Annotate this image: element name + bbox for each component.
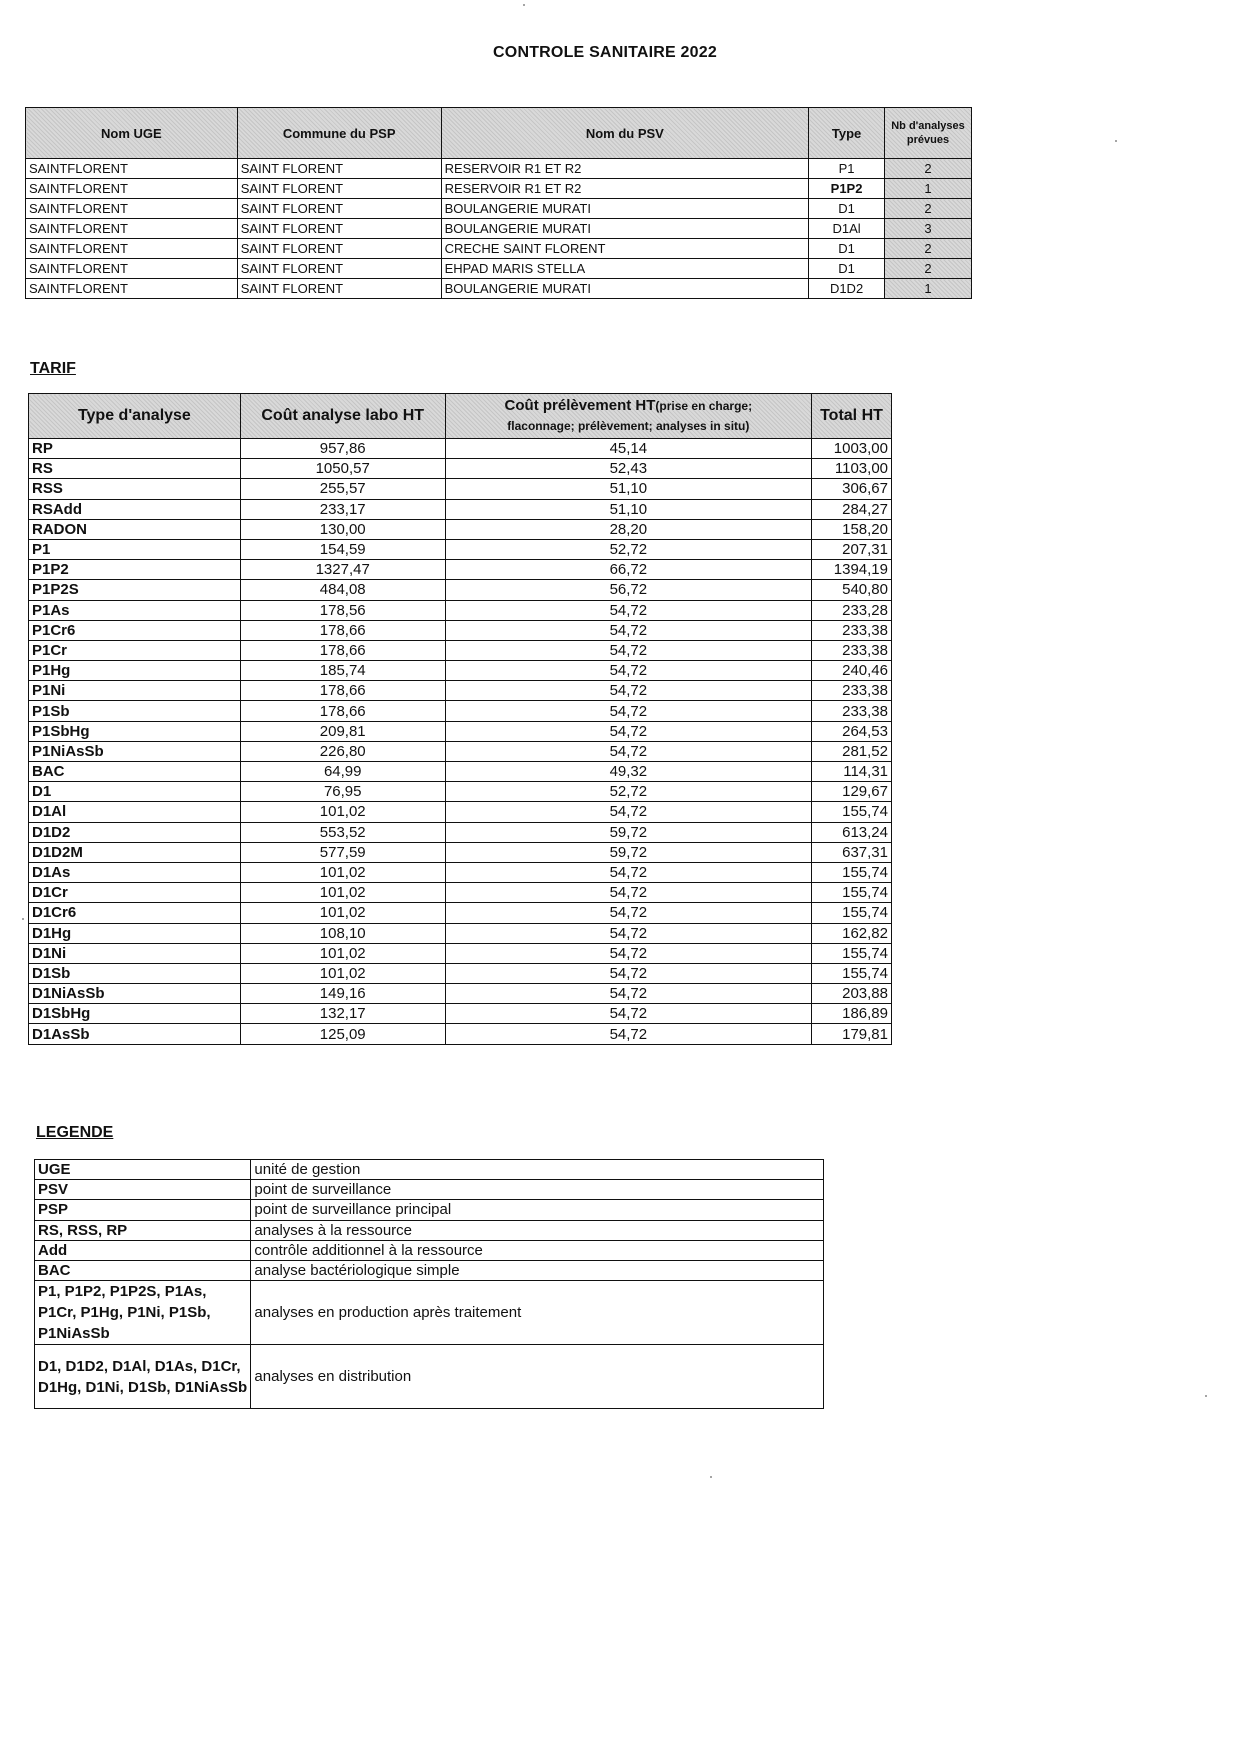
cell-commune-psp: SAINT FLORENT	[237, 159, 441, 179]
cell-type-analyse: RADON	[29, 519, 241, 539]
tarif-header-row	[29, 394, 892, 439]
legend-description: analyses en production après traitement	[251, 1281, 824, 1345]
scan-speck	[523, 4, 525, 6]
cell-commune-psp: SAINT FLORENT	[237, 179, 441, 199]
cell-total-ht: 114,31	[812, 762, 892, 782]
tarif-row	[29, 963, 892, 983]
cell-cout-labo: 484,08	[240, 580, 445, 600]
cell-total-ht: 240,46	[812, 661, 892, 681]
cell-total-ht: 162,82	[812, 923, 892, 943]
tarif-row	[29, 782, 892, 802]
cell-nom-psv: RESERVOIR R1 ET R2	[441, 159, 809, 179]
legend-row	[35, 1160, 824, 1180]
tarif-row	[29, 943, 892, 963]
legend-row	[35, 1220, 824, 1240]
tarif-row	[29, 519, 892, 539]
cell-nb-analyses: 2	[885, 159, 972, 179]
cell-type-analyse: D1D2	[29, 822, 241, 842]
tarif-row	[29, 560, 892, 580]
planning-row	[26, 159, 972, 179]
cell-cout-labo: 178,56	[240, 600, 445, 620]
cell-commune-psp: SAINT FLORENT	[237, 239, 441, 259]
cell-nom-psv: EHPAD MARIS STELLA	[441, 259, 809, 279]
cell-cout-labo: 185,74	[240, 661, 445, 681]
cell-total-ht: 203,88	[812, 984, 892, 1004]
tarif-row	[29, 741, 892, 761]
cell-cout-labo: 101,02	[240, 802, 445, 822]
cell-total-ht: 179,81	[812, 1024, 892, 1044]
cell-nb-analyses: 1	[885, 179, 972, 199]
header-total-ht: Total HT	[812, 394, 892, 439]
cell-cout-prelevement: 54,72	[445, 802, 811, 822]
tarif-row	[29, 984, 892, 1004]
cell-cout-labo: 101,02	[240, 963, 445, 983]
cell-total-ht: 233,38	[812, 620, 892, 640]
tarif-row	[29, 883, 892, 903]
cell-nb-analyses: 3	[885, 219, 972, 239]
tarif-row	[29, 721, 892, 741]
cell-type: D1	[809, 239, 885, 259]
cell-cout-prelevement: 56,72	[445, 580, 811, 600]
planning-header-row	[26, 108, 972, 159]
cell-cout-prelevement: 54,72	[445, 721, 811, 741]
cell-cout-labo: 64,99	[240, 762, 445, 782]
cell-type-analyse: D1D2M	[29, 842, 241, 862]
tarif-row	[29, 903, 892, 923]
cell-total-ht: 155,74	[812, 802, 892, 822]
cell-type-analyse: P1Hg	[29, 661, 241, 681]
cell-nom-psv: BOULANGERIE MURATI	[441, 279, 809, 299]
planning-row	[26, 199, 972, 219]
cell-cout-labo: 76,95	[240, 782, 445, 802]
cell-cout-prelevement: 54,72	[445, 600, 811, 620]
cell-type: P1P2	[809, 179, 885, 199]
scan-speck	[1205, 1395, 1207, 1397]
cell-type-analyse: P1	[29, 539, 241, 559]
legend-row	[35, 1240, 824, 1260]
cell-cout-prelevement: 52,72	[445, 782, 811, 802]
cell-nb-analyses: 2	[885, 239, 972, 259]
cell-type: D1D2	[809, 279, 885, 299]
tarif-row	[29, 661, 892, 681]
cell-total-ht: 207,31	[812, 539, 892, 559]
cell-nom-uge: SAINTFLORENT	[26, 159, 238, 179]
cell-type-analyse: P1Cr6	[29, 620, 241, 640]
cell-total-ht: 1003,00	[812, 439, 892, 459]
cell-nom-psv: BOULANGERIE MURATI	[441, 199, 809, 219]
cell-nom-psv: CRECHE SAINT FLORENT	[441, 239, 809, 259]
cell-cout-labo: 178,66	[240, 701, 445, 721]
cell-total-ht: 1394,19	[812, 560, 892, 580]
cell-type-analyse: D1Sb	[29, 963, 241, 983]
header-nom-psv: Nom du PSV	[441, 108, 809, 159]
cell-total-ht: 155,74	[812, 862, 892, 882]
cell-cout-prelevement: 54,72	[445, 701, 811, 721]
planning-row	[26, 179, 972, 199]
cell-type-analyse: RSS	[29, 479, 241, 499]
cell-cout-labo: 101,02	[240, 862, 445, 882]
cell-type-analyse: BAC	[29, 762, 241, 782]
header-prelevement-detail-1: (prise en charge;	[655, 399, 753, 413]
cell-nom-uge: SAINTFLORENT	[26, 179, 238, 199]
legend-key: UGE	[35, 1160, 251, 1180]
cell-cout-labo: 178,66	[240, 681, 445, 701]
cell-cout-prelevement: 54,72	[445, 1004, 811, 1024]
tarif-row	[29, 762, 892, 782]
tarif-row	[29, 640, 892, 660]
tarif-row	[29, 539, 892, 559]
cell-cout-labo: 101,02	[240, 943, 445, 963]
legend-key: RS, RSS, RP	[35, 1220, 251, 1240]
cell-commune-psp: SAINT FLORENT	[237, 199, 441, 219]
legend-key: P1, P1P2, P1P2S, P1As, P1Cr, P1Hg, P1Ni, P1Sb, P1NiAsSb	[35, 1281, 251, 1345]
cell-type-analyse: D1NiAsSb	[29, 984, 241, 1004]
legend-description: analyses en distribution	[251, 1345, 824, 1409]
cell-total-ht: 284,27	[812, 499, 892, 519]
cell-total-ht: 264,53	[812, 721, 892, 741]
cell-nom-psv: BOULANGERIE MURATI	[441, 219, 809, 239]
legend-description: unité de gestion	[251, 1160, 824, 1180]
planning-row	[26, 239, 972, 259]
cell-total-ht: 233,38	[812, 701, 892, 721]
cell-type-analyse: P1P2	[29, 560, 241, 580]
cell-type-analyse: P1Cr	[29, 640, 241, 660]
cell-cout-prelevement: 54,72	[445, 984, 811, 1004]
cell-cout-labo: 101,02	[240, 903, 445, 923]
legend-row	[35, 1345, 824, 1409]
cell-cout-prelevement: 59,72	[445, 822, 811, 842]
cell-cout-labo: 178,66	[240, 640, 445, 660]
legend-row	[35, 1281, 824, 1345]
cell-type-analyse: RS	[29, 459, 241, 479]
tarif-row	[29, 459, 892, 479]
tarif-row	[29, 1004, 892, 1024]
cell-type-analyse: P1P2S	[29, 580, 241, 600]
cell-type-analyse: D1AsSb	[29, 1024, 241, 1044]
cell-cout-prelevement: 54,72	[445, 661, 811, 681]
scan-speck	[1115, 140, 1117, 142]
cell-type-analyse: D1Cr	[29, 883, 241, 903]
cell-cout-prelevement: 54,72	[445, 963, 811, 983]
cell-type-analyse: P1As	[29, 600, 241, 620]
cell-cout-prelevement: 54,72	[445, 923, 811, 943]
cell-cout-labo: 1050,57	[240, 459, 445, 479]
cell-type: P1	[809, 159, 885, 179]
tarif-row	[29, 620, 892, 640]
cell-total-ht: 155,74	[812, 903, 892, 923]
header-prelevement-main: Coût prélèvement HT	[504, 397, 656, 414]
legend-row	[35, 1260, 824, 1280]
tarif-row	[29, 1024, 892, 1044]
cell-type: D1Al	[809, 219, 885, 239]
cell-cout-labo: 101,02	[240, 883, 445, 903]
cell-cout-prelevement: 45,14	[445, 439, 811, 459]
legend-row	[35, 1200, 824, 1220]
cell-total-ht: 155,74	[812, 883, 892, 903]
cell-total-ht: 306,67	[812, 479, 892, 499]
cell-type-analyse: D1	[29, 782, 241, 802]
cell-cout-labo: 233,17	[240, 499, 445, 519]
cell-type: D1	[809, 259, 885, 279]
cell-cout-prelevement: 54,72	[445, 943, 811, 963]
cell-type-analyse: RSAdd	[29, 499, 241, 519]
cell-nom-uge: SAINTFLORENT	[26, 279, 238, 299]
cell-nom-uge: SAINTFLORENT	[26, 199, 238, 219]
cell-total-ht: 281,52	[812, 741, 892, 761]
header-prelevement-detail-2: flaconnage; prélèvement; analyses in situ)	[507, 419, 750, 433]
cell-cout-prelevement: 54,72	[445, 640, 811, 660]
tarif-row	[29, 842, 892, 862]
cell-total-ht: 129,67	[812, 782, 892, 802]
tarif-row	[29, 580, 892, 600]
cell-type-analyse: P1Sb	[29, 701, 241, 721]
legend-key: D1, D1D2, D1Al, D1As, D1Cr, D1Hg, D1Ni, D1Sb, D1NiAsSb	[35, 1345, 251, 1409]
cell-commune-psp: SAINT FLORENT	[237, 219, 441, 239]
tarif-row	[29, 499, 892, 519]
cell-cout-prelevement: 54,72	[445, 681, 811, 701]
cell-total-ht: 1103,00	[812, 459, 892, 479]
legend-description: analyses à la ressource	[251, 1220, 824, 1240]
tarif-row	[29, 439, 892, 459]
legend-label: LEGENDE	[36, 1124, 114, 1141]
header-nom-uge: Nom UGE	[26, 108, 238, 159]
cell-total-ht: 233,38	[812, 681, 892, 701]
tarif-row	[29, 822, 892, 842]
cell-cout-prelevement: 51,10	[445, 499, 811, 519]
cell-cout-labo: 132,17	[240, 1004, 445, 1024]
tarif-row	[29, 600, 892, 620]
tarif-row	[29, 701, 892, 721]
header-commune-psp: Commune du PSP	[237, 108, 441, 159]
cell-nb-analyses: 2	[885, 199, 972, 219]
legend-description: point de surveillance	[251, 1180, 824, 1200]
cell-cout-labo: 154,59	[240, 539, 445, 559]
cell-type-analyse: RP	[29, 439, 241, 459]
legend-key: PSV	[35, 1180, 251, 1200]
legend-key: PSP	[35, 1200, 251, 1220]
cell-cout-labo: 178,66	[240, 620, 445, 640]
cell-type-analyse: D1As	[29, 862, 241, 882]
header-type-analyse: Type d'analyse	[29, 394, 241, 439]
cell-cout-labo: 957,86	[240, 439, 445, 459]
cell-cout-labo: 125,09	[240, 1024, 445, 1044]
cell-cout-labo: 255,57	[240, 479, 445, 499]
tarif-table	[28, 393, 892, 1045]
legend-description: point de surveillance principal	[251, 1200, 824, 1220]
cell-cout-labo: 108,10	[240, 923, 445, 943]
cell-total-ht: 155,74	[812, 963, 892, 983]
cell-cout-prelevement: 49,32	[445, 762, 811, 782]
legend-row	[35, 1180, 824, 1200]
cell-cout-prelevement: 54,72	[445, 903, 811, 923]
cell-type-analyse: P1SbHg	[29, 721, 241, 741]
cell-type-analyse: D1Ni	[29, 943, 241, 963]
cell-type: D1	[809, 199, 885, 219]
document-title: CONTROLE SANITAIRE 2022	[493, 44, 717, 61]
header-type: Type	[809, 108, 885, 159]
header-nb-analyses: Nb d'analyses prévues	[885, 108, 972, 159]
cell-type-analyse: D1Hg	[29, 923, 241, 943]
cell-nom-uge: SAINTFLORENT	[26, 259, 238, 279]
legend-table	[34, 1159, 824, 1409]
tarif-row	[29, 802, 892, 822]
legend-key: Add	[35, 1240, 251, 1260]
cell-type-analyse: P1NiAsSb	[29, 741, 241, 761]
cell-cout-prelevement: 28,20	[445, 519, 811, 539]
cell-cout-labo: 1327,47	[240, 560, 445, 580]
tarif-row	[29, 862, 892, 882]
cell-cout-prelevement: 59,72	[445, 842, 811, 862]
cell-cout-prelevement: 54,72	[445, 741, 811, 761]
tarif-label: TARIF	[30, 360, 76, 377]
cell-cout-prelevement: 52,43	[445, 459, 811, 479]
header-cout-prelevement	[445, 394, 811, 439]
cell-cout-labo: 209,81	[240, 721, 445, 741]
cell-total-ht: 233,28	[812, 600, 892, 620]
cell-cout-prelevement: 52,72	[445, 539, 811, 559]
scan-speck	[710, 1476, 712, 1478]
cell-cout-labo: 577,59	[240, 842, 445, 862]
cell-total-ht: 155,74	[812, 943, 892, 963]
cell-cout-prelevement: 66,72	[445, 560, 811, 580]
cell-total-ht: 233,38	[812, 640, 892, 660]
tarif-row	[29, 923, 892, 943]
cell-commune-psp: SAINT FLORENT	[237, 279, 441, 299]
cell-total-ht: 540,80	[812, 580, 892, 600]
cell-total-ht: 613,24	[812, 822, 892, 842]
cell-cout-labo: 226,80	[240, 741, 445, 761]
scan-speck	[22, 918, 24, 920]
cell-nb-analyses: 2	[885, 259, 972, 279]
cell-cout-labo: 130,00	[240, 519, 445, 539]
cell-cout-prelevement: 54,72	[445, 620, 811, 640]
cell-type-analyse: D1SbHg	[29, 1004, 241, 1024]
cell-total-ht: 637,31	[812, 842, 892, 862]
planning-table	[25, 107, 972, 299]
cell-type-analyse: P1Ni	[29, 681, 241, 701]
cell-cout-prelevement: 54,72	[445, 883, 811, 903]
cell-total-ht: 158,20	[812, 519, 892, 539]
cell-nom-uge: SAINTFLORENT	[26, 239, 238, 259]
tarif-row	[29, 479, 892, 499]
cell-nb-analyses: 1	[885, 279, 972, 299]
legend-key: BAC	[35, 1260, 251, 1280]
cell-total-ht: 186,89	[812, 1004, 892, 1024]
header-cout-labo: Coût analyse labo HT	[240, 394, 445, 439]
legend-description: contrôle additionnel à la ressource	[251, 1240, 824, 1260]
planning-row	[26, 259, 972, 279]
legend-description: analyse bactériologique simple	[251, 1260, 824, 1280]
cell-nom-uge: SAINTFLORENT	[26, 219, 238, 239]
planning-row	[26, 279, 972, 299]
cell-type-analyse: D1Al	[29, 802, 241, 822]
cell-type-analyse: D1Cr6	[29, 903, 241, 923]
cell-cout-prelevement: 51,10	[445, 479, 811, 499]
tarif-row	[29, 681, 892, 701]
cell-nom-psv: RESERVOIR R1 ET R2	[441, 179, 809, 199]
planning-row	[26, 219, 972, 239]
cell-cout-prelevement: 54,72	[445, 862, 811, 882]
cell-cout-prelevement: 54,72	[445, 1024, 811, 1044]
cell-commune-psp: SAINT FLORENT	[237, 259, 441, 279]
cell-cout-labo: 553,52	[240, 822, 445, 842]
cell-cout-labo: 149,16	[240, 984, 445, 1004]
